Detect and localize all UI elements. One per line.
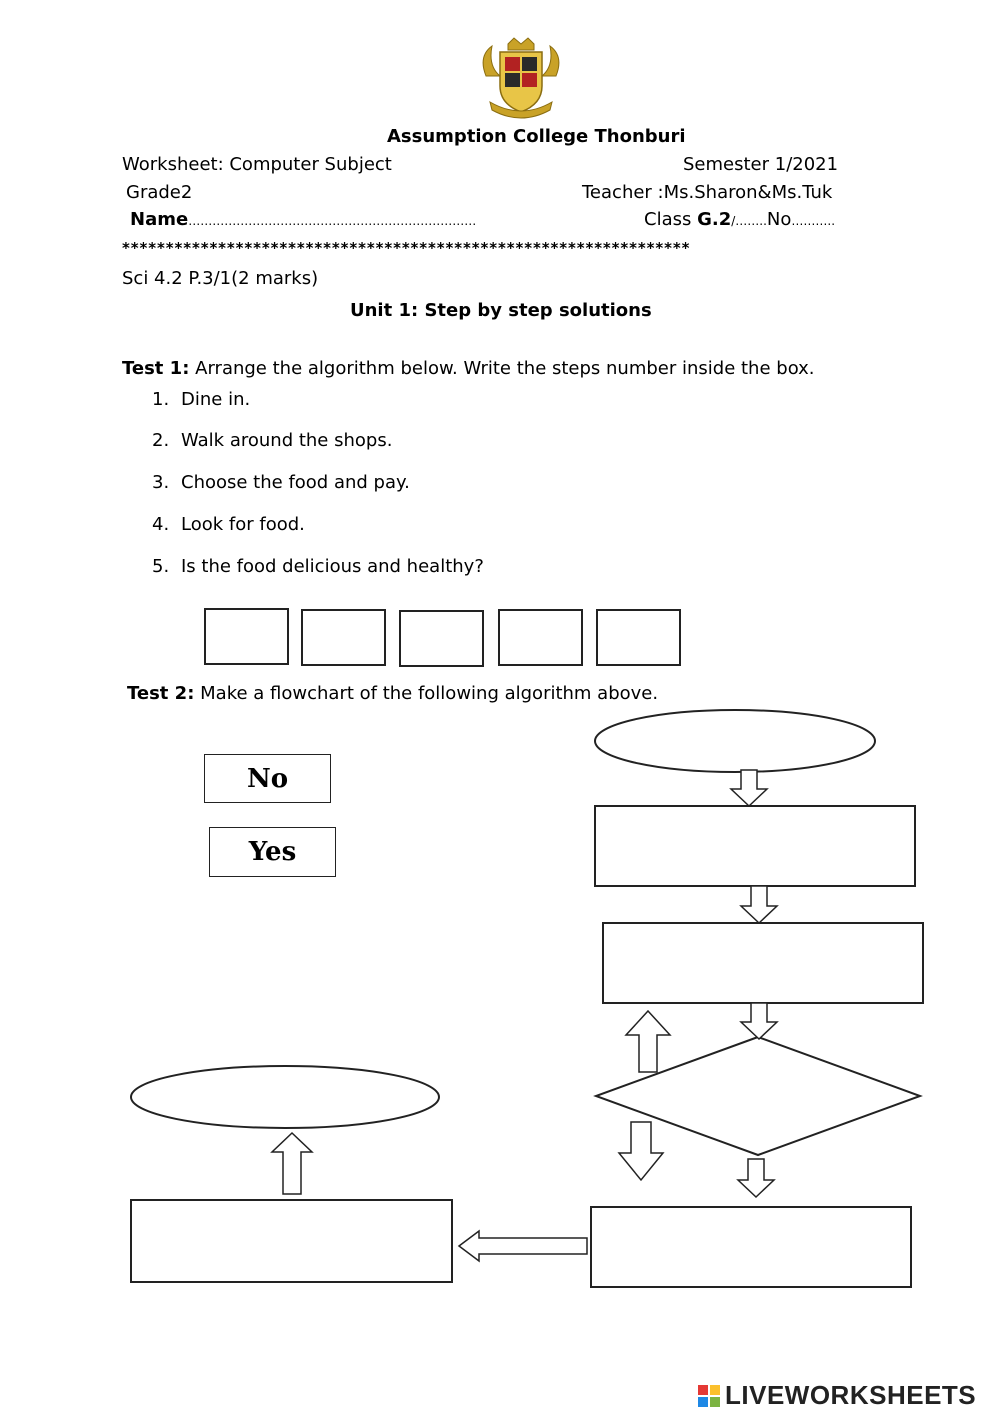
test1-label: Test 1: bbox=[122, 358, 190, 379]
name-dots: ……………………………………………………………… bbox=[188, 214, 477, 228]
footer-brand bbox=[697, 1380, 976, 1411]
arrow-down-icon bbox=[738, 1159, 774, 1197]
standard: Sci 4.2 P.3/1(2 marks) bbox=[122, 268, 319, 289]
flow-process-box-1 bbox=[595, 806, 915, 886]
step-number: 3. bbox=[152, 472, 170, 493]
step-number: 5. bbox=[152, 556, 170, 577]
no-dots: ……….. bbox=[791, 214, 836, 228]
class-label: Class bbox=[644, 209, 698, 230]
flow-start-oval bbox=[595, 710, 875, 772]
flow-process-box-2 bbox=[603, 923, 923, 1003]
arrow-down-icon bbox=[741, 886, 777, 923]
footer-brand-text: LIVEWORKSHEETS bbox=[725, 1380, 977, 1410]
step-text: Choose the food and pay. bbox=[181, 472, 410, 493]
arrow-down-icon bbox=[619, 1122, 663, 1180]
no-label: No bbox=[766, 209, 792, 230]
flow-process-box-4 bbox=[131, 1200, 452, 1282]
semester: Semester 1/2021 bbox=[683, 154, 839, 175]
worksheet-label: Worksheet: Computer Subject bbox=[122, 154, 392, 175]
teacher: Teacher :Ms.Sharon&Ms.Tuk bbox=[582, 182, 833, 203]
flow-end-oval bbox=[131, 1066, 439, 1128]
grade: Grade2 bbox=[126, 182, 193, 203]
arrow-down-icon bbox=[741, 1003, 777, 1039]
choice-yes[interactable]: Yes bbox=[209, 827, 336, 877]
test2-text: Make a flowchart of the following algorithm above. bbox=[200, 683, 659, 704]
unit-title: Unit 1: Step by step solutions bbox=[350, 300, 652, 321]
test2-label: Test 2: bbox=[127, 683, 195, 704]
arrow-left-icon bbox=[459, 1231, 587, 1261]
test1-text: Arrange the algorithm below. Write the steps number inside the box. bbox=[195, 358, 815, 379]
step-text: Look for food. bbox=[181, 514, 305, 535]
arrow-up-icon bbox=[272, 1133, 312, 1194]
name-label: Name bbox=[130, 209, 189, 230]
class-value: G.2 bbox=[697, 209, 732, 230]
arrow-down-icon bbox=[731, 770, 767, 806]
step-number: 1. bbox=[152, 389, 170, 410]
flow-process-box-3 bbox=[591, 1207, 911, 1287]
step-number: 2. bbox=[152, 430, 170, 451]
arrow-up-icon bbox=[626, 1011, 670, 1072]
choice-no[interactable]: No bbox=[204, 754, 331, 803]
class-dots: /…….. bbox=[731, 214, 767, 228]
step-text: Is the food delicious and healthy? bbox=[181, 556, 484, 577]
school-name: Assumption College Thonburi bbox=[387, 126, 686, 147]
liveworksheets-logo-icon bbox=[697, 1384, 721, 1408]
separator: ***************************************************************** bbox=[122, 239, 691, 257]
step-text: Walk around the shops. bbox=[181, 430, 393, 451]
step-text: Dine in. bbox=[181, 389, 251, 410]
step-number: 4. bbox=[152, 514, 170, 535]
